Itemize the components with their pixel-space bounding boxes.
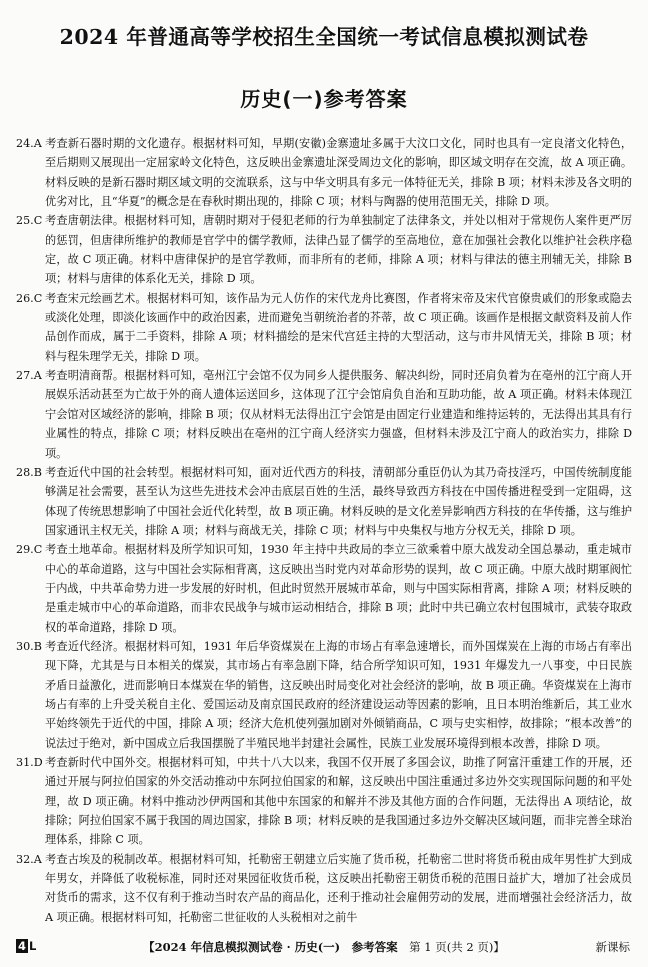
answer-explanation: 考查近代中国的社会转型。根据材料可知，面对近代西方的科技，清朝部分重臣仍认为其乃奇技淫巧，中国传统制度能够满足社会需要，甚至认为这些先进技术会冲击底层百姓的生活，最终导致西方科技在中国传播进程受到一定阻碍，这体现了传统思想影响了中国社会近代化转型，故 B 项正确。材料反映的是文化差异影响西方科技的在华传播，这与维护国家通讯主权无关，排除 A 项；材料与商战无关，排除 C 项；材料与中央集权与地方分权无关，排除 D 项。: [45, 465, 632, 537]
question-number: 25.C: [16, 214, 43, 228]
answer-explanation: 考查明清商帮。根据材料可知，亳州江宁会馆不仅为同乡人提供服务、解决纠纷，同时还肩负着为在亳州的江宁商人开展娱乐活动甚至为亡故于外的商人遗体运送回乡，这体现了江宁会馆肩负自治和互助功能，故 A 项正确。材料未体现江宁会馆对区域经济的影响，排除 B 项；仅从材料无法得出江宁会馆是由固定行业建造和维持运转的，无法得出其具有行业属性的特点，排除 C 项；材料反映出在亳州的江宁商人经济实力强盛，但材料未涉及江宁商人的政治实力，排除 D 项。: [45, 369, 632, 460]
answer-item: [16, 463, 632, 540]
answer-list: [16, 134, 632, 934]
answer-explanation: 考查新时代中国外交。根据材料可知，中共十八大以来，我国不仅开展了多国会议，助推了阿富汗重建工作的开展，还通过开展与阿拉伯国家的外交活动推动中东阿拉伯国家的和解，这反映出中国注重通过多边外交实现国际问题的和平处理，故 D 项正确。材料中推动沙伊两国和其他中东国家的和解并不涉及其他方面的合作问题，无法得出 A 项结论，故排除；阿拉伯国家不属于我国的周边国家，排除 B 项；材料反映的是我国通过多边外交解决区域问题，而非完善全球治理体系，排除 C 项。: [45, 756, 632, 847]
answer-explanation: 考查古埃及的税制改革。根据材料可知，托勒密王朝建立后实施了货币税，托勒密二世时将货币税由成年男性扩大到成年男女，并降低了收税标准，同时还对果园征收货币税，这反映出托勒密王朝货币税的范围日益扩大，增加了社会成员对货币的需求，这不仅有利于推动当时农产品的商品化，还利于推动社会雇佣劳动的发展，进而增强社会经济活力，故 A 项正确。根据材料可知，托勒密二世征收的人头税相对之前牛: [45, 852, 632, 924]
question-number: 30.B: [16, 639, 42, 653]
answer-explanation: 考查近代经济。根据材料可知，1931 年后华资煤炭在上海的市场占有率急速增长，而外国煤炭在上海的市场占有率出现下降，尤其是与日本相关的煤炭，其市场占有率急剧下降，结合所学知识可知，1931 年爆发九一八事变，中日民族矛盾日益激化，进而影响日本煤炭在华的销售，这反映出时局变化对社会经济的影响，故 B 项正确。华资煤炭在上海市场占有率的上升受关税自主化、爱国运动及南京国民政府的经济建设运动等因素的影响，且日本明治维新后，其工业水平始终领先于近代的中国，排除 A 项；经济大危机使列强加剧对外倾销商品，C 项与史实相悖，故排除；“根本改善”的说法过于绝对，新中国成立后我国摆脱了半殖民地半封建社会属性，民族工业发展环境得到根本改善，排除 D 项。: [45, 639, 632, 750]
answer-item: [16, 289, 632, 366]
answer-item: [16, 637, 632, 753]
page-code-box: 4: [18, 939, 27, 953]
question-number: 29.C: [16, 543, 43, 557]
answer-explanation: 考查宋元绘画艺术。根据材料可知，该作品为元人仿作的宋代龙舟比赛图，作者将宋帝及宋代官僚贵戚们的形象或隐去或淡化处理，即淡化该画作中的政治因素，进而避免当朝统治者的芥蒂，故 C 项正确。该画作是根据文献资料及前人作品创作而成，属于二手资料，排除 A 项；材料描绘的是宋代宫廷主持的大型活动，这与市井风情无关，排除 B 项；材料与程朱理学无关，排除 D 项。: [45, 291, 632, 363]
curriculum-label: 新课标: [595, 940, 630, 954]
footer-center: [0, 939, 648, 955]
question-number: 26.C: [16, 291, 43, 305]
exam-name: 【2024 年信息模拟测试卷 · 历史(一) 参考答案: [143, 940, 398, 954]
question-number: 28.B: [16, 465, 42, 479]
question-number: 32.A: [16, 852, 42, 866]
question-number: 27.A: [16, 369, 42, 383]
page-info: 第 1 页(共 2 页)】: [409, 940, 505, 954]
question-number: 24.A: [16, 137, 42, 150]
answer-item: [16, 540, 632, 637]
document-title: 2024 年普通高等学校招生全国统一考试信息模拟测试卷: [59, 25, 589, 49]
document-subtitle: 历史(一)参考答案: [240, 87, 408, 111]
page-code-letter: L: [29, 939, 37, 953]
page-footer: [0, 937, 648, 959]
question-number: 31.D: [16, 756, 43, 769]
answer-explanation: 考查唐朝法律。根据材料可知，唐朝时期对于侵犯老师的行为单独制定了法律条文，并处以相对于常规伤人案件更严厉的惩罚，但唐律所维护的教师是官学中的儒学教师，法律凸显了儒学的至高地位，意在加强社会教化以维护社会秩序稳定，故 C 项正确。材料中唐律保护的是官学教师，而非所有的老师，排除 A 项；材料与律法的德主刑辅无关，排除 B 项；材料与唐律的体系化无关，排除 D 项。: [45, 214, 632, 286]
answer-item: [16, 366, 632, 463]
answer-item: [16, 753, 632, 850]
answer-explanation: 考查土地革命。根据材料及所学知识可知，1930 年主持中共政局的李立三欲乘着中原大战发动全国总暴动，重走城市中心的革命道路，这与中国社会实际相背离，这反映出当时党内对革命形势的误判，故 C 项正确。中原大战时期軍阀忙于内战，中共革命势力进一步发展的好时机，但此时贸然开展城市革命，则与中国实际相背离，排除 A 项；材料反映的是重走城市中心的革命道路，而非农民战争与城市运动相结合，排除 B 项；此时中共已确立农村包围城市，武装夺取政权的革命道路，排除 D 项。: [45, 543, 632, 634]
answer-item: [16, 850, 632, 927]
answer-item: [16, 134, 632, 211]
answer-item: [16, 211, 632, 288]
answer-explanation: 考查新石器时期的文化遗存。根据材料可知，早期(安徽)金寨遗址多属于大汶口文化，同时也具有一定良渚文化特色，至后期则又展现出一定屈家岭文化特色，这反映出金寨遗址深受周边文化的影响，即区域文明存在交流，故 A 项正确。材料反映的是新石器时期区域文明的交流联系，这与中华文明具有多元一体特征无关，排除 B 项；材料未涉及各文明的优劣对比，且“华夏”的概念是在春秋时期出现的，排除 C 项；材料与陶器的使用范围无关，排除 D 项。: [45, 137, 632, 209]
